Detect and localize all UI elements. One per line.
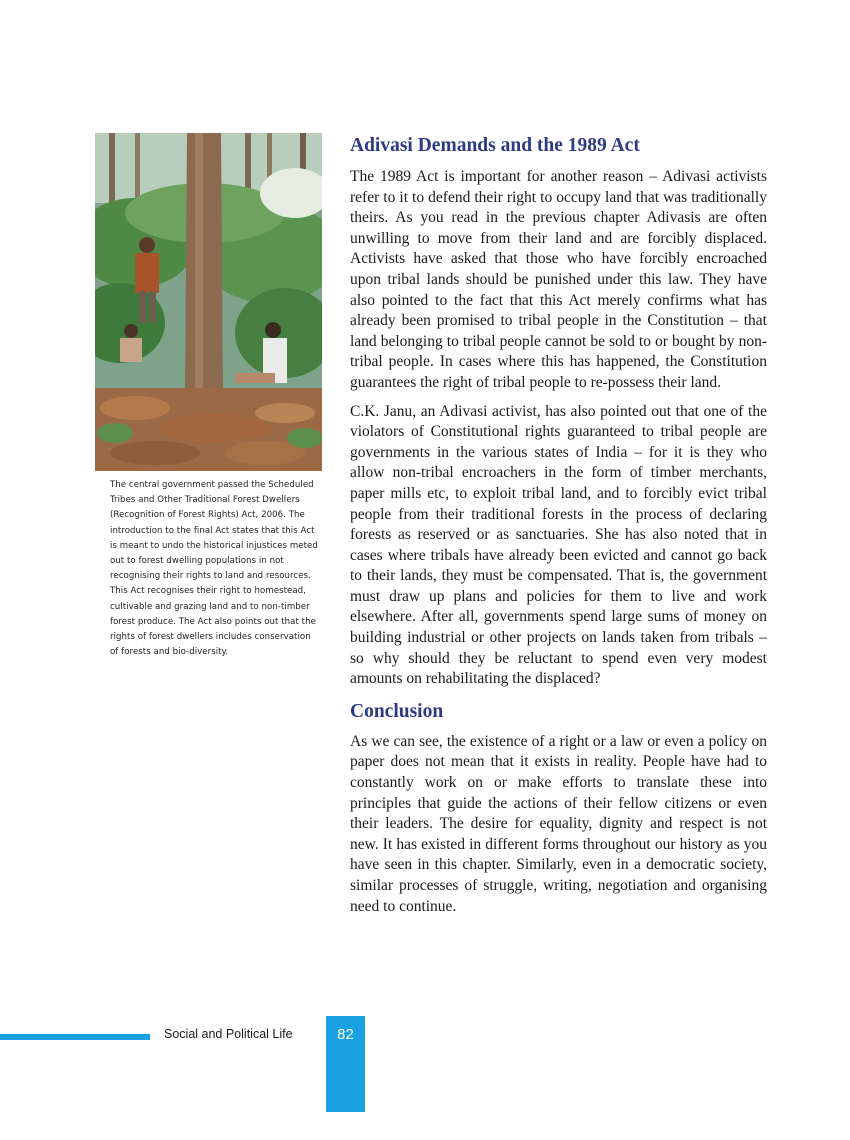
body-paragraph: C.K. Janu, an Adivasi activist, has also pointed out that one of the violators of Constitutional rights guaranteed to tribal people are governments in the various states of India – for it is they who allow non-tribal encroachers in the form of timber merchants, paper mills etc, to exploit tribal land, and to forcibly evict tribal people from their traditional forests in the process of declaring forests as reserved or as sanctuaries. She has also noted that in cases where tribals have already been evicted and cannot go back to their lands, they must be compensated. That is, the government must draw up plans and policies for them to live and work elsewhere. After all, governments spend large sums of money on building industrial or other projects on lands taken from tribals – so why should they be reluctant to spend even very modest amounts on rehabilitating the displaced? — [350, 402, 767, 688]
body-paragraph: As we can see, the existence of a right or a law or even a policy on paper does not mean that it exists in reality. People have had to constantly work on or make efforts to translate these into principles that guide the actions of their fellow citizens or even their leaders. The desire for equality, dignity and respect is not new. It has existed in different forms throughout our history as you have seen in this chapter. Similarly, even in a democratic society, similar processes of struggle, writing, negotiation and organising need to continue. — [350, 732, 767, 915]
page-number: 82 — [337, 1026, 354, 1043]
forest-photo — [95, 133, 322, 471]
photo-caption: The central government passed the Scheduled Tribes and Other Traditional Forest Dwellers (Recognition of Forest Rights) Act, 2006. The introduction to the final Act states that this Act is meant to undo the historical injustices meted out to forest dwelling populations in not recognising their rights to land and resources. This Act recognises their right to homestead, cultivable and grazing land and to non-timber forest produce. The Act also points out that the rights of forest dwellers includes conservation of forests and bio-diversity. — [110, 480, 318, 658]
main-content — [350, 132, 767, 925]
section-heading-adivasi-demands: Adivasi Demands and the 1989 Act — [350, 135, 640, 156]
footer-accent-bar — [0, 1034, 150, 1040]
section-heading-conclusion: Conclusion — [350, 700, 444, 722]
forest-photo-illustration — [95, 133, 322, 471]
book-title: Social and Political Life — [164, 1027, 293, 1041]
body-paragraph: The 1989 Act is important for another reason – Adivasi activists refer to it to defend their right to occupy land that was traditionally theirs. As you read in the previous chapter Adivasis are often unwilling to move from their land and are forcibly displaced. Activists have asked that those who have forcibly encroached upon tribal lands should be punished under this law. They have also pointed to the fact that this Act merely confirms what has already been promised to tribal people in the Constitution – that land belonging to tribal people cannot be sold to or bought by non-tribal people. In cases where this has happened, the Constitution guarantees the right of tribal people to re-possess their land. — [350, 168, 767, 391]
